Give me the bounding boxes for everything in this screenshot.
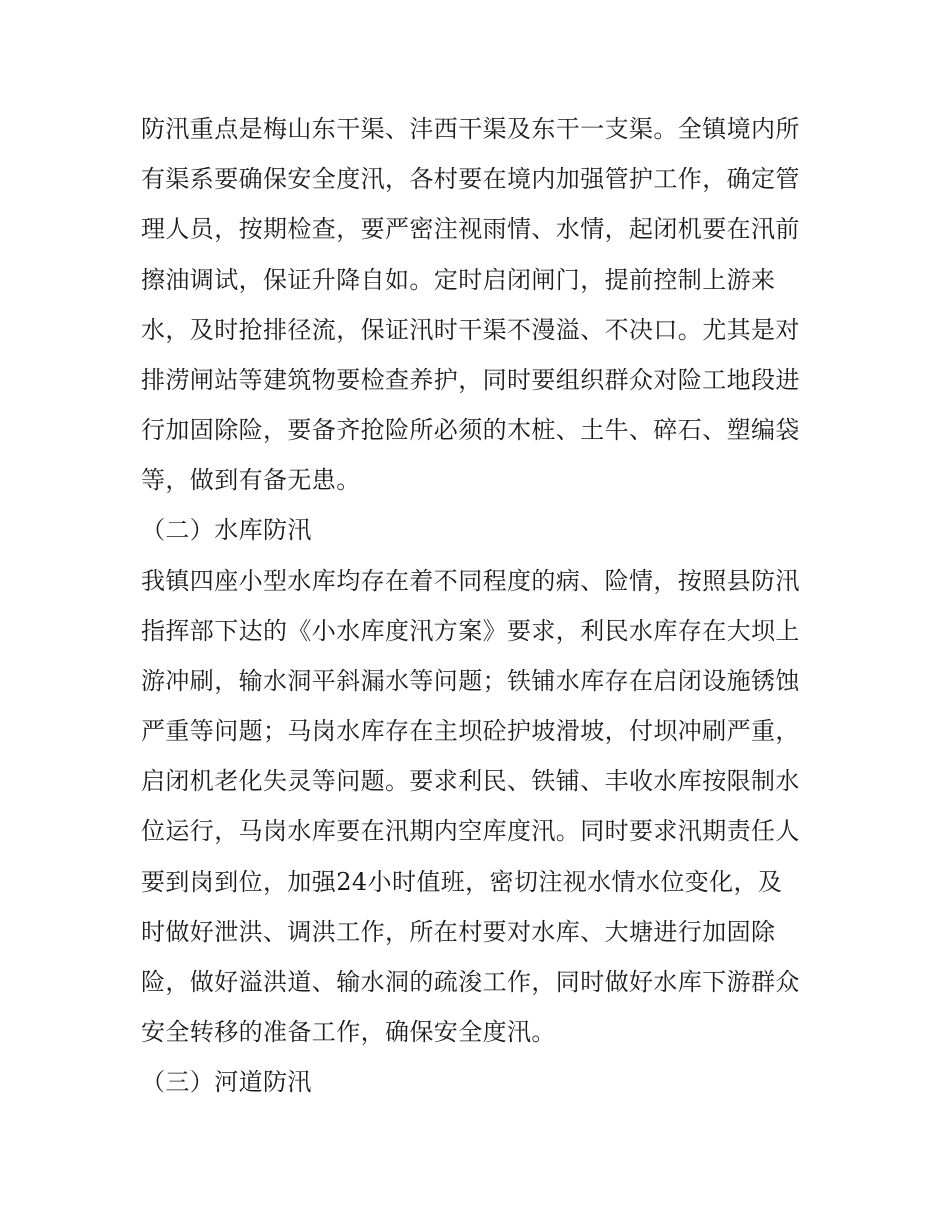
paragraph-line: 游冲刷，输水洞平斜漏水等问题；铁铺水库存在启闭设施锈蚀 [141,667,800,695]
paragraph-line: 行加固除险，要备齐抢险所必须的木桩、土牛、碎石、塑编袋 [141,416,800,444]
paragraph-line: 排涝闸站等建筑物要检查养护，同时要组织群众对险工地段进 [141,366,800,394]
paragraph-line: 防汛重点是梅山东干渠、沣西干渠及东干一支渠。全镇境内所 [141,115,800,143]
paragraph-line: 安全转移的准备工作，确保安全度汛。 [141,1018,556,1046]
paragraph-line: 我镇四座小型水库均存在着不同程度的病、险情，按照县防汛 [141,567,800,595]
paragraph-line: 时做好泄洪、调洪工作，所在村要对水库、大塘进行加固除 [141,918,776,946]
paragraph-line: 要到岗到位，加强24小时值班，密切注视水情水位变化，及 [141,868,783,896]
paragraph-line: 有渠系要确保安全度汛，各村要在境内加强管护工作，确定管 [141,165,800,193]
paragraph-line: 启闭机老化失灵等问题。要求利民、铁铺、丰收水库按限制水 [141,767,800,795]
paragraph-line: 理人员，按期检查，要严密注视雨情、水情，起闭机要在汛前 [141,215,800,243]
paragraph-line: 险，做好溢洪道、输水洞的疏浚工作，同时做好水库下游群众 [141,968,800,996]
section-heading-reservoir: （二）水库防汛 [141,516,312,544]
paragraph-line: 水，及时抢排径流，保证汛时干渠不漫溢、不决口。尤其是对 [141,316,800,344]
paragraph-line: 指挥部下达的《小水库度汛方案》要求，利民水库存在大坝上 [141,617,800,645]
section-heading-river: （三）河道防汛 [141,1068,312,1096]
paragraph-line: 等，做到有备无患。 [141,466,361,494]
paragraph-line: 严重等问题；马岗水库存在主坝砼护坡滑坡，付坝冲刷严重， [141,717,800,745]
paragraph-line: 位运行，马岗水库要在汛期内空库度汛。同时要求汛期责任人 [141,817,800,845]
paragraph-line: 擦油调试，保证升降自如。定时启闭闸门，提前控制上游来 [141,266,776,294]
